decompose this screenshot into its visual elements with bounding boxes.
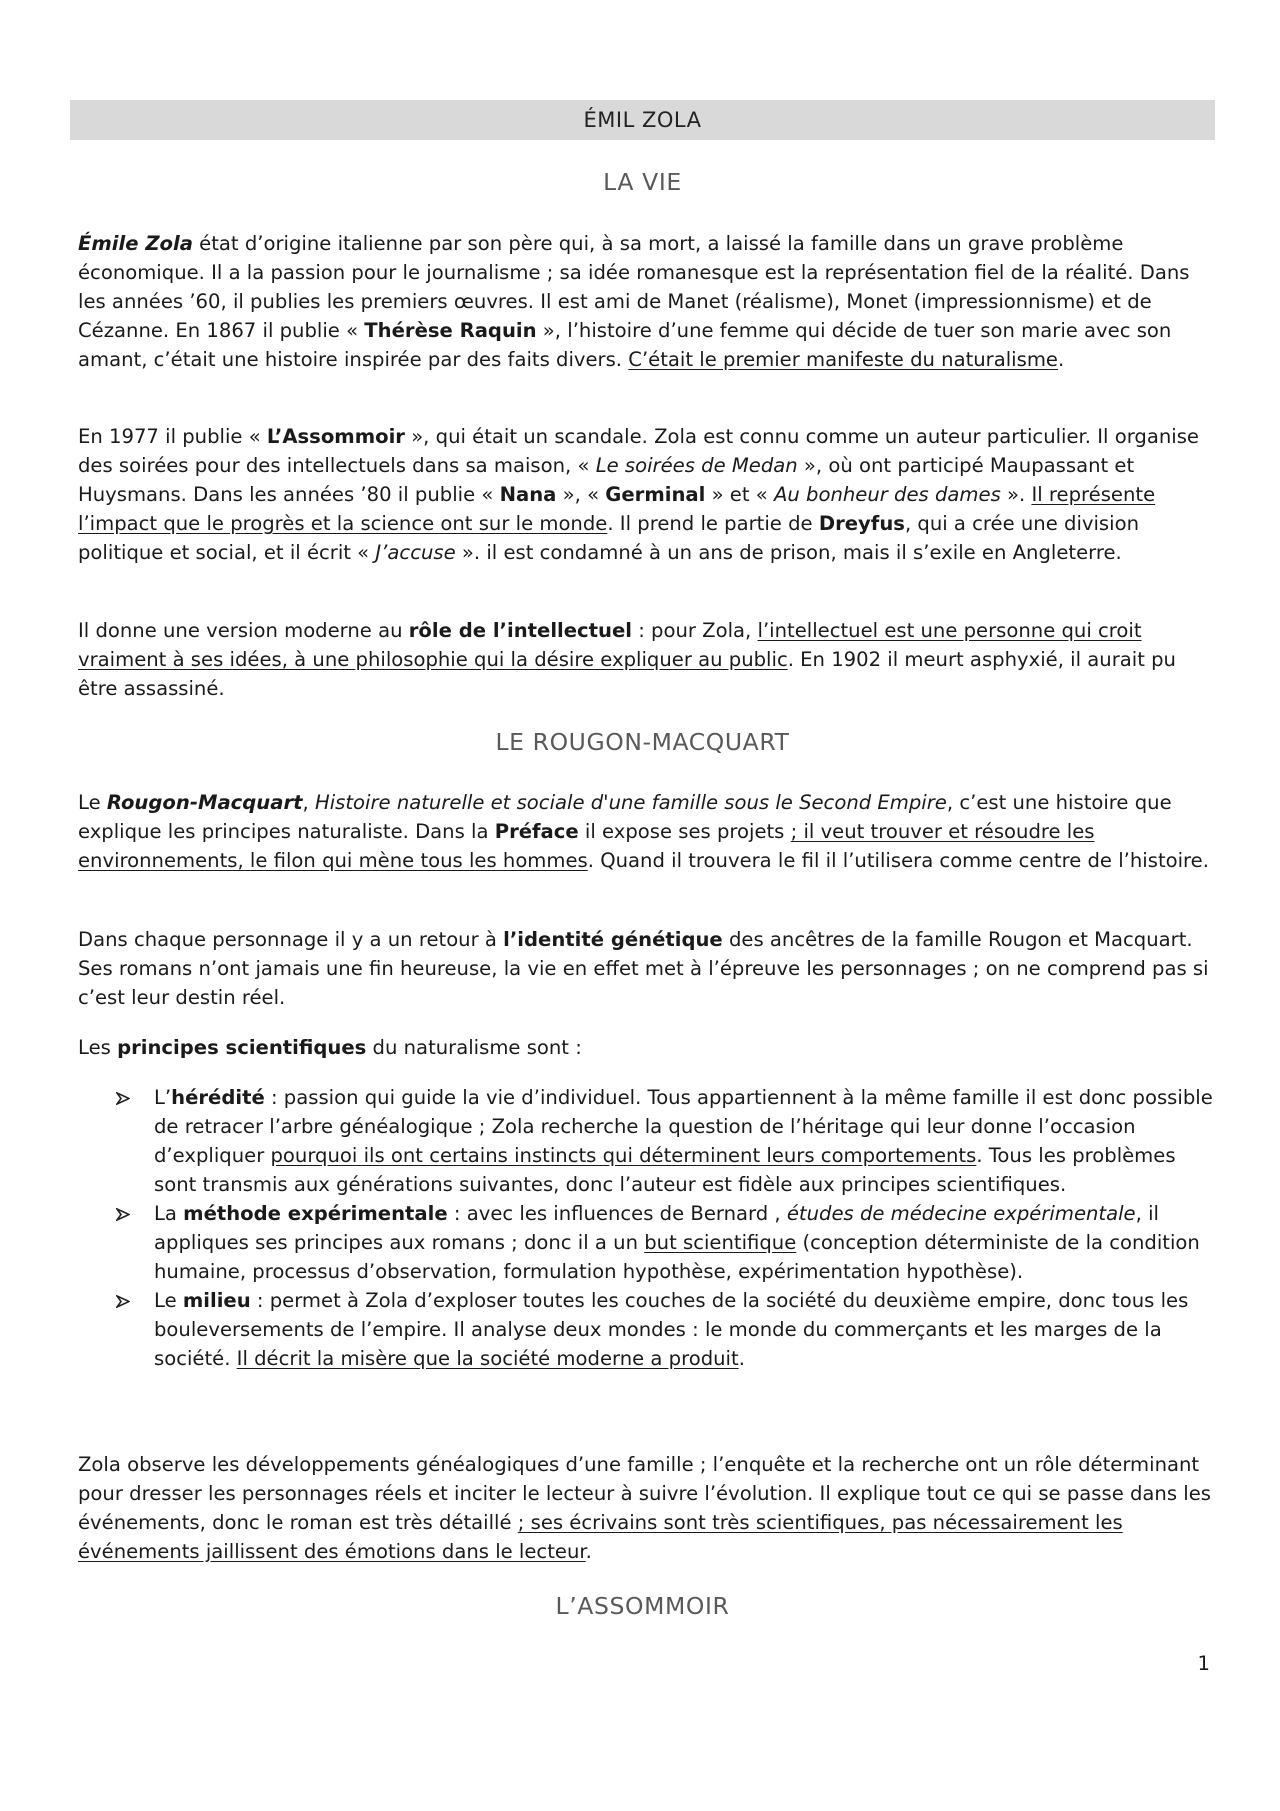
text-span: » et «: [705, 483, 774, 506]
list-item: [78, 1286, 1214, 1373]
underlined-text: Il représente l’impact que le progrès et la science ont sur le monde: [78, 483, 1156, 535]
list-item: [78, 1083, 1214, 1199]
text-span: Émile Zola: [78, 232, 193, 255]
text-span: Préface: [494, 820, 579, 843]
text-span: ». il est condamné à un ans de prison, mais il s’exile en Angleterre.: [455, 541, 1122, 564]
document-title: ÉMIL ZOLA: [70, 100, 1215, 140]
text-span: ,: [302, 791, 315, 814]
underlined-text: Il décrit la misère que la société moderne a produit: [236, 1347, 739, 1370]
text-span: Dans chaque personnage il y a un retour à: [78, 928, 504, 951]
text-span: Le: [154, 1289, 183, 1312]
paragraph-la-vie-2: [78, 422, 1214, 567]
text-span: Le: [78, 791, 107, 814]
text-span: Les: [78, 1036, 118, 1059]
text-span: Dreyfus: [818, 512, 905, 535]
text-span: Thérèse Raquin: [364, 319, 537, 342]
text-span: L’: [154, 1086, 172, 1109]
text-span: méthode expérimentale: [183, 1202, 448, 1225]
text-span: : permet à Zola d’exploser toutes les couches de la société du deuxième empire, donc tous les bouleversements de l’empire. Il analyse deux mondes : le monde du commerçants et les marges de la société.: [154, 1289, 1189, 1370]
heading-rougon-macquart: LE ROUGON-MACQUART: [495, 728, 790, 756]
paragraph-la-vie-3: [78, 616, 1214, 703]
text-span: En 1977 il publie «: [78, 425, 267, 448]
text-span: : passion qui guide la vie d’individuel. Tous appartiennent à la même famille il est donc possible de retracer l’arbre généalogique ; Zola recherche la question de l’héritage qui leur donne l’occasion d’expliquer: [154, 1086, 1213, 1167]
text-span: principes scientifiques: [117, 1036, 367, 1059]
text-span: Rougon-Macquart: [106, 791, 303, 814]
text-span: », «: [556, 483, 606, 506]
text-span: Nana: [499, 483, 557, 506]
text-span: des ancêtres de la famille Rougon et Macquart. Ses romans n’ont jamais une fin heureuse, la vie en effet met à l’épreuve les personnages ; on ne comprend pas si c’est leur destin réel.: [78, 928, 1209, 1009]
text-span: . Il prend le partie de: [607, 512, 819, 535]
heading-la-vie: LA VIE: [603, 168, 682, 196]
text-span: », qui était un scandale. Zola est connu comme un auteur particulier. Il organise des soirées pour des intellectuels dans sa maison, «: [78, 425, 1199, 477]
text-span: rôle de l’intellectuel: [408, 619, 632, 642]
list-item: [78, 1199, 1214, 1286]
paragraph-rougon-4: [78, 1450, 1214, 1566]
text-span: J’accuse: [375, 541, 456, 564]
text-span: milieu: [182, 1289, 251, 1312]
text-span: .: [738, 1347, 745, 1370]
text-span: », l’histoire d’une femme qui décide de tuer son marie avec son amant, c’était une histoire inspirée par des faits divers.: [78, 319, 1172, 371]
text-span: (conception déterministe de la condition humaine, processus d’observation, formulation hypothèse, expérimentation hypothèse).: [154, 1231, 1200, 1283]
underlined-text: but scientifique: [644, 1231, 797, 1254]
text-span: La: [154, 1202, 184, 1225]
text-span: . Quand il trouvera le fil il l’utilisera comme centre de l’histoire.: [587, 849, 1209, 872]
text-span: Le soirées de Medan: [595, 454, 798, 477]
heading-assommoir: L’ASSOMMOIR: [555, 1592, 730, 1620]
text-span: Germinal: [605, 483, 706, 506]
text-span: l’identité génétique: [503, 928, 723, 951]
arrow-bullet-icon: [116, 1083, 136, 1112]
text-span: du naturalisme sont :: [366, 1036, 582, 1059]
underlined-text: ; ses écrivains sont très scientifiques, pas nécessairement les événements jaillissent des émotions dans le lecteur: [78, 1511, 1123, 1563]
underlined-text: pourquoi ils ont certains instincts qui déterminent leurs comportements: [270, 1144, 977, 1167]
text-span: . En 1902 il meurt asphyxié, il aurait pu être assassiné.: [78, 648, 1176, 700]
text-span: Au bonheur des dames: [773, 483, 1001, 506]
text-span: : avec les influences de Bernard ,: [447, 1202, 787, 1225]
text-span: », où ont participé Maupassant et Huysmans. Dans les années ’80 il publie «: [78, 454, 1135, 506]
text-span: , il appliques ses principes aux romans ; donc il a un: [154, 1202, 1159, 1254]
text-span: , qui a crée une division politique et social, et il écrit «: [78, 512, 1139, 564]
paragraph-rougon-3: [78, 1033, 1214, 1062]
paragraph-rougon-1: [78, 788, 1214, 875]
paragraph-la-vie-1: [78, 229, 1214, 374]
text-span: Histoire naturelle et sociale d'une famille sous le Second Empire: [314, 791, 947, 814]
text-span: état d’origine italienne par son père qui, à sa mort, a laissé la famille dans un grave problème économique. Il a la passion pour le journalisme ; sa idée romanesque est la représentation fiel de la réalité. Dans les années ’60, il publies les premiers œuvres. Il est ami de Manet (réalisme), Monet (impressionnisme) et de Cézanne. En 1867 il publie «: [78, 232, 1190, 342]
text-span: il expose ses projets: [578, 820, 791, 843]
paragraph-rougon-2: [78, 925, 1214, 1012]
underlined-text: C’était le premier manifeste du naturalisme: [628, 348, 1058, 371]
arrow-bullet-icon: [116, 1286, 136, 1315]
text-span: Zola observe les développements généalogiques d’une famille ; l’enquête et la recherche ont un rôle déterminant pour dresser les personnages réels et inciter le lecteur à suivre l’évolution. Il explique tout ce qui se passe dans les événements, donc le roman est très détaillé: [78, 1453, 1211, 1534]
arrow-bullet-icon: [116, 1199, 136, 1228]
page-number: 1: [1197, 1652, 1210, 1675]
underlined-text: l’intellectuel est une personne qui croit vraiment à ses idées, à une philosophie qui la désire expliquer au public: [78, 619, 1142, 671]
text-span: . Tous les problèmes sont transmis aux générations suivantes, donc l’auteur est fidèle aux principes scientifiques.: [154, 1144, 1176, 1196]
text-span: études de médecine expérimentale: [786, 1202, 1136, 1225]
underlined-text: ; il veut trouver et résoudre les environnements, le filon qui mène tous les hommes: [78, 820, 1095, 872]
text-span: L’Assommoir: [266, 425, 405, 448]
text-span: .: [1057, 348, 1065, 371]
text-span: hérédité: [171, 1086, 265, 1109]
text-span: .: [585, 1540, 592, 1563]
text-span: , c’est une histoire que explique les principes naturaliste. Dans la: [78, 791, 1172, 843]
text-span: ».: [1000, 483, 1032, 506]
principles-list: [78, 1083, 1214, 1373]
text-span: Il donne une version moderne au: [78, 619, 409, 642]
text-span: : pour Zola,: [631, 619, 758, 642]
